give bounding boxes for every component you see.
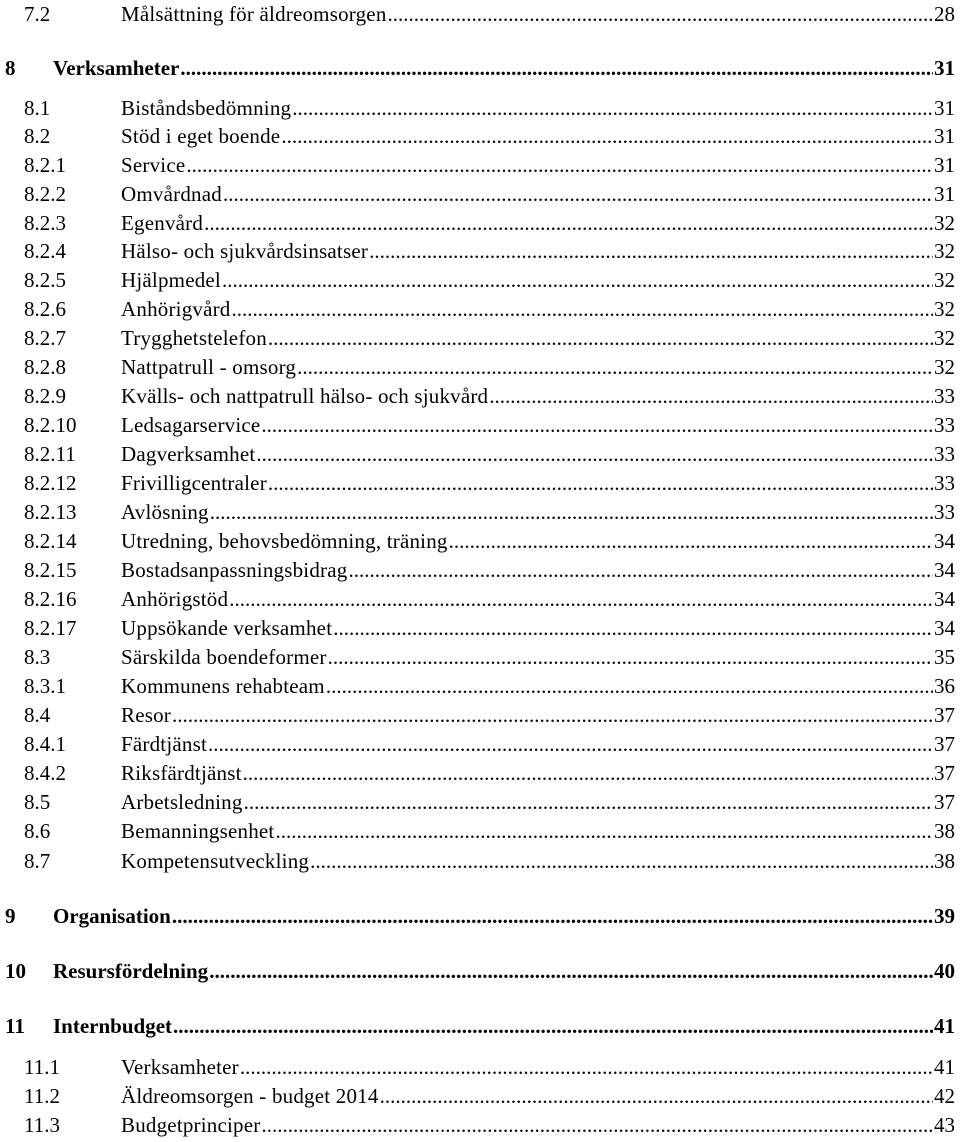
toc-entry-title: Äldreomsorgen - budget 2014 [121, 1084, 379, 1108]
dot-leader [180, 54, 933, 83]
toc-entry-number: 8.2.6 [24, 297, 66, 321]
toc-entry-page: 32 [934, 211, 955, 235]
toc-entry-title: Resursfördelning [53, 959, 209, 983]
toc-entry-title: Internbudget [53, 1014, 173, 1038]
toc-entry-title: Målsättning för äldreomsorgen [121, 2, 387, 26]
toc-entry-number: 11.3 [24, 1113, 60, 1137]
toc-entry-page: 42 [934, 1084, 955, 1108]
toc-entry-page: 39 [934, 904, 955, 928]
toc-entry-page: 34 [934, 529, 955, 553]
dot-leader [268, 469, 933, 498]
dot-leader [222, 266, 933, 295]
toc-entry-title: Bemanningsenhet [121, 819, 275, 843]
toc-entry[interactable] [0, 847, 955, 876]
dot-leader [297, 353, 933, 382]
toc-entry-title: Frivilligcentraler [121, 471, 267, 495]
toc-entry-page: 31 [934, 96, 955, 120]
toc-entry-page: 35 [934, 645, 955, 669]
toc-entry-page: 37 [934, 761, 955, 785]
toc-entry-number: 8.5 [24, 790, 51, 814]
toc-entry-number: 8.2.3 [24, 211, 66, 235]
toc-entry-page: 37 [934, 732, 955, 756]
dot-leader [261, 411, 933, 440]
toc-entry-number: 7.2 [24, 2, 51, 26]
toc-entry[interactable] [0, 643, 955, 672]
dot-leader [310, 847, 933, 876]
toc-entry-page: 43 [934, 1113, 955, 1137]
dot-leader [173, 1012, 933, 1041]
toc-entry-page: 31 [934, 153, 955, 177]
dot-leader [489, 382, 933, 411]
toc-entry-page: 34 [934, 558, 955, 582]
toc-entry-page: 37 [934, 790, 955, 814]
toc-entry[interactable] [0, 440, 955, 469]
toc-entry[interactable] [0, 295, 955, 324]
dot-leader [210, 498, 933, 527]
dot-leader [380, 1082, 933, 1111]
toc-entry-title: Nattpatrull - omsorg [121, 355, 297, 379]
dot-leader [275, 817, 933, 846]
toc-chapter[interactable] [0, 902, 955, 931]
toc-entry-number: 9 [5, 904, 16, 928]
dot-leader [244, 788, 933, 817]
toc-entry-title: Anhörigvård [121, 297, 231, 321]
toc-entry[interactable] [0, 209, 955, 238]
toc-entry-number: 8.2.13 [24, 500, 77, 524]
toc-entry-title: Utredning, behovsbedömning, träning [121, 529, 448, 553]
toc-entry-number: 8.2.4 [24, 239, 66, 263]
dot-leader [186, 151, 933, 180]
toc-chapter[interactable] [0, 54, 955, 83]
toc-entry-number: 8.6 [24, 819, 51, 843]
toc-entry-title: Organisation [53, 904, 171, 928]
toc-entry-number: 8.2.2 [24, 182, 66, 206]
toc-chapter[interactable] [0, 1012, 955, 1041]
toc-entry-number: 8.2.15 [24, 558, 77, 582]
toc-entry-number: 10 [5, 959, 26, 983]
toc-entry[interactable] [0, 237, 955, 266]
toc-entry-number: 11.1 [24, 1055, 60, 1079]
toc-entry-title: Egenvård [121, 211, 204, 235]
toc-entry-title: Färdtjänst [121, 732, 207, 756]
dot-leader [281, 122, 933, 151]
dot-leader [208, 730, 933, 759]
toc-entry-page: 31 [934, 56, 955, 80]
toc-chapter[interactable] [0, 957, 955, 986]
toc-entry-number: 8.4.2 [24, 761, 66, 785]
toc-entry-number: 8.2.9 [24, 384, 66, 408]
dot-leader [292, 94, 933, 123]
dot-leader [172, 902, 933, 931]
toc-entry-page: 33 [934, 500, 955, 524]
toc-entry-title: Hälso- och sjukvårdsinsatser [121, 239, 369, 263]
toc-entry[interactable] [0, 0, 955, 29]
toc-entry-page: 34 [934, 587, 955, 611]
toc-entry-number: 8.2.16 [24, 587, 77, 611]
toc-entry-page: 33 [934, 442, 955, 466]
toc-entry-title: Resor [121, 703, 171, 727]
toc-entry[interactable] [0, 788, 955, 817]
dot-leader [328, 643, 933, 672]
dot-leader [243, 759, 933, 788]
dot-leader [268, 324, 933, 353]
toc-entry-number: 8.3.1 [24, 674, 66, 698]
toc-entry[interactable] [0, 411, 955, 440]
toc-entry-number: 8 [5, 56, 16, 80]
toc-entry[interactable] [0, 266, 955, 295]
toc-entry-number: 8.2.8 [24, 355, 66, 379]
toc-entry[interactable] [0, 527, 955, 556]
toc-entry[interactable] [0, 469, 955, 498]
toc-entry-page: 32 [934, 239, 955, 263]
toc-entry[interactable] [0, 730, 955, 759]
toc-entry-page: 34 [934, 616, 955, 640]
dot-leader [209, 957, 933, 986]
toc-entry-title: Dagverksamhet [121, 442, 256, 466]
toc-entry-title: Kommunens rehabteam [121, 674, 325, 698]
toc-entry[interactable] [0, 94, 955, 123]
toc-entry-number: 8.4.1 [24, 732, 66, 756]
dot-leader [326, 672, 933, 701]
toc-entry-number: 11.2 [24, 1084, 60, 1108]
toc-entry-title: Särskilda boendeformer [121, 645, 327, 669]
toc-entry-title: Ledsagarservice [121, 413, 261, 437]
toc-entry-number: 8.2.11 [24, 442, 76, 466]
toc-entry-title: Kvälls- och nattpatrull hälso- och sjukvård [121, 384, 489, 408]
toc-entry[interactable] [0, 759, 955, 788]
dot-leader [348, 556, 933, 585]
dot-leader [333, 614, 933, 643]
dot-leader [229, 585, 933, 614]
toc-entry[interactable] [0, 1111, 955, 1140]
toc-entry-page: 37 [934, 703, 955, 727]
toc-entry-number: 8.2.7 [24, 326, 66, 350]
toc-entry[interactable] [0, 817, 955, 846]
dot-leader [204, 209, 933, 238]
toc-entry-page: 33 [934, 471, 955, 495]
toc-entry[interactable] [0, 498, 955, 527]
toc-entry-title: Arbetsledning [121, 790, 243, 814]
toc-entry[interactable] [0, 672, 955, 701]
toc-entry-number: 8.2.10 [24, 413, 77, 437]
toc-entry-number: 8.7 [24, 849, 51, 873]
toc-entry-title: Verksamheter [53, 56, 180, 80]
dot-leader [223, 180, 933, 209]
toc-entry-number: 11 [5, 1014, 25, 1038]
toc-entry[interactable] [0, 1082, 955, 1111]
toc-entry[interactable] [0, 556, 955, 585]
toc-entry-page: 38 [934, 849, 955, 873]
toc-entry-title: Budgetprinciper [121, 1113, 261, 1137]
toc-entry-page: 31 [934, 124, 955, 148]
dot-leader [256, 440, 933, 469]
toc-entry-title: Service [121, 153, 186, 177]
toc-entry-title: Stöd i eget boende [121, 124, 281, 148]
toc-entry-page: 32 [934, 268, 955, 292]
toc-entry-title: Biståndsbedömning [121, 96, 292, 120]
toc-entry-number: 8.1 [24, 96, 51, 120]
toc-entry[interactable] [0, 614, 955, 643]
toc-entry[interactable] [0, 180, 955, 209]
toc-entry[interactable] [0, 701, 955, 730]
toc-entry[interactable] [0, 151, 955, 180]
toc-entry-title: Bostadsanpassningsbidrag [121, 558, 348, 582]
toc-entry[interactable] [0, 1053, 955, 1082]
toc-entry-page: 33 [934, 384, 955, 408]
toc-entry-title: Riksfärdtjänst [121, 761, 242, 785]
dot-leader [388, 0, 933, 29]
dot-leader [261, 1111, 933, 1140]
toc-entry-title: Trygghetstelefon [121, 326, 267, 350]
toc-entry[interactable] [0, 324, 955, 353]
toc-entry-page: 28 [934, 2, 955, 26]
toc-entry-title: Hjälpmedel [121, 268, 221, 292]
toc-entry-number: 8.4 [24, 703, 51, 727]
dot-leader [172, 701, 933, 730]
toc-entry-page: 40 [934, 959, 955, 983]
toc-entry-number: 8.2.5 [24, 268, 66, 292]
toc-entry-page: 31 [934, 182, 955, 206]
toc-entry-number: 8.2.17 [24, 616, 77, 640]
toc-entry-page: 38 [934, 819, 955, 843]
toc-entry-number: 8.2.12 [24, 471, 77, 495]
toc-entry-number: 8.3 [24, 645, 51, 669]
toc-entry-page: 41 [934, 1055, 955, 1079]
toc-entry-page: 41 [934, 1014, 955, 1038]
toc-entry-title: Anhörigstöd [121, 587, 229, 611]
toc-entry[interactable] [0, 585, 955, 614]
toc-entry-number: 8.2.14 [24, 529, 77, 553]
toc-entry[interactable] [0, 353, 955, 382]
dot-leader [232, 295, 933, 324]
toc-entry-page: 33 [934, 413, 955, 437]
toc-entry-page: 36 [934, 674, 955, 698]
toc-entry-page: 32 [934, 297, 955, 321]
toc-entry-title: Kompetensutveckling [121, 849, 310, 873]
toc-entry-title: Avlösning [121, 500, 209, 524]
dot-leader [369, 237, 933, 266]
dot-leader [240, 1053, 933, 1082]
toc-entry-title: Uppsökande verksamhet [121, 616, 333, 640]
toc-entry-title: Omvårdnad [121, 182, 222, 206]
dot-leader [449, 527, 933, 556]
toc-entry-page: 32 [934, 326, 955, 350]
toc-entry[interactable] [0, 122, 955, 151]
toc-entry-title: Verksamheter [121, 1055, 239, 1079]
toc-entry-page: 32 [934, 355, 955, 379]
toc-entry[interactable] [0, 382, 955, 411]
toc-entry-number: 8.2 [24, 124, 51, 148]
toc-entry-number: 8.2.1 [24, 153, 66, 177]
